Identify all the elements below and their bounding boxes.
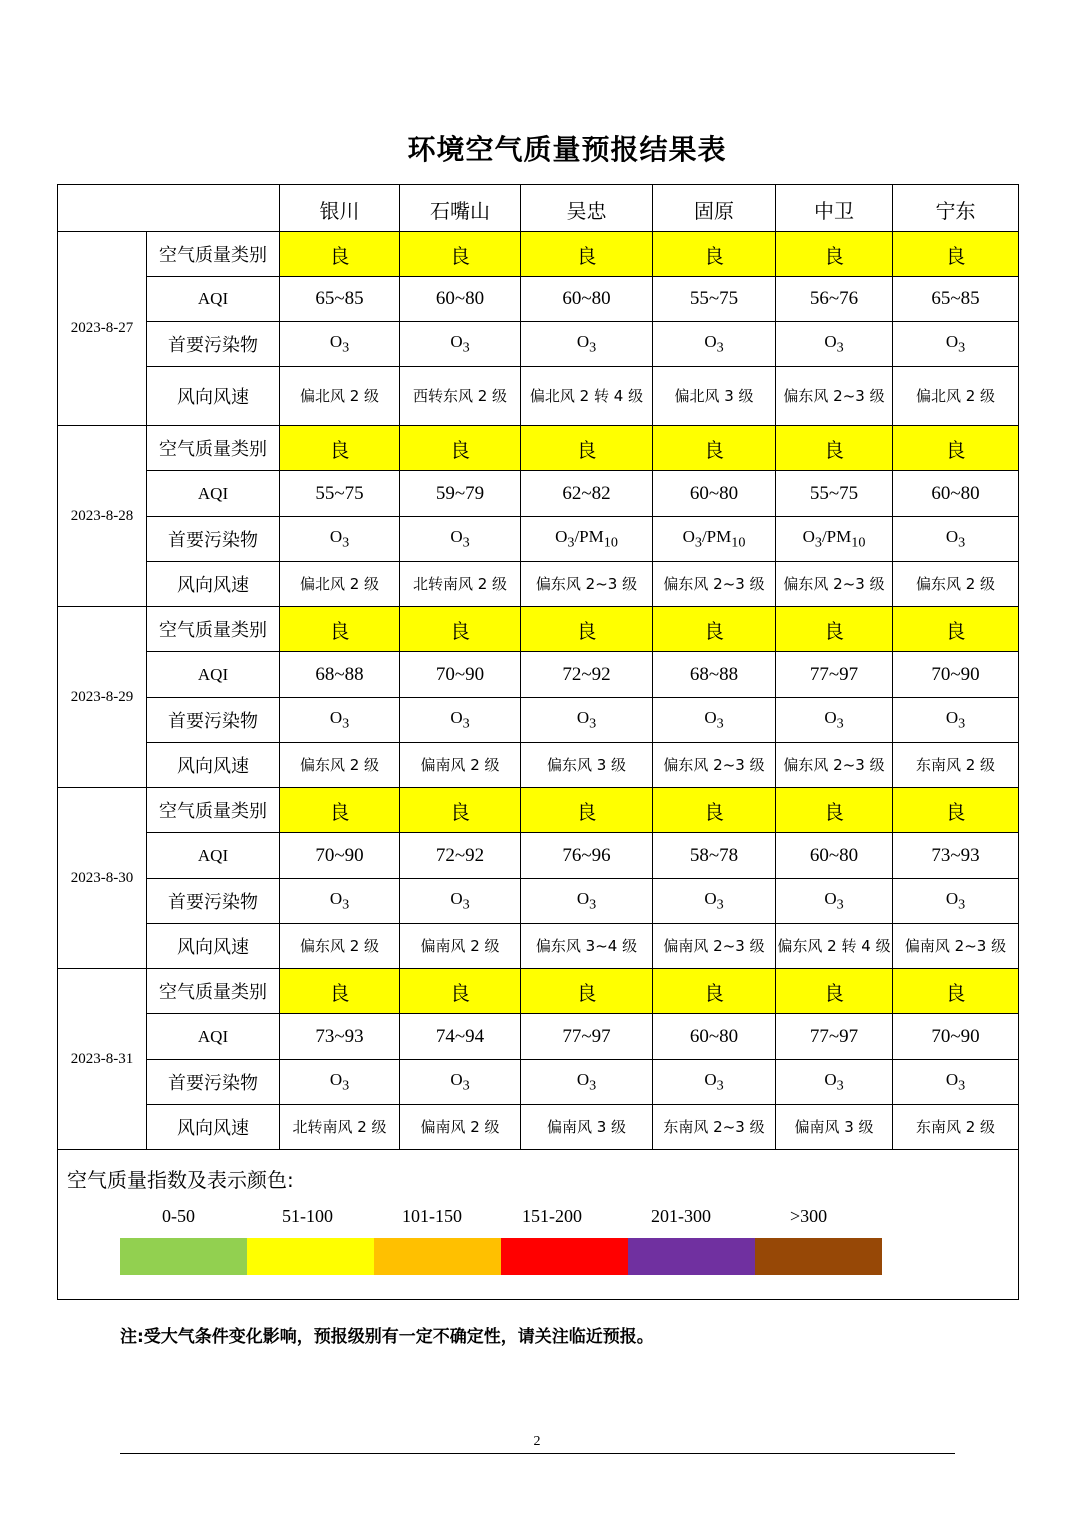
- wind-cell: 西转东风 2 级: [400, 367, 521, 426]
- pollutant-o: O: [704, 888, 717, 908]
- pollutant-o: O: [704, 331, 717, 351]
- grade-cell: 良: [280, 969, 400, 1014]
- row-label-wind: 风向风速: [147, 562, 280, 607]
- pollutant-o: O: [945, 331, 959, 351]
- legend-swatch-purple: [628, 1238, 755, 1275]
- legend: [58, 1150, 1019, 1300]
- pollutant-cell: [653, 517, 776, 562]
- grade-cell: 良: [521, 788, 653, 833]
- legend-range: 151-200: [522, 1206, 582, 1226]
- pollutant-cell: [521, 517, 653, 562]
- wind-cell: 偏北风 2 级: [280, 367, 400, 426]
- row-label-pollutant: 首要污染物: [147, 322, 280, 367]
- legend-color-bar: [120, 1238, 882, 1275]
- pollutant-row: [58, 879, 1019, 924]
- row-label-category: 空气质量类别: [147, 607, 280, 652]
- pollutant-o-sub: 3: [589, 715, 597, 732]
- date-cell: 2023-8-27: [58, 232, 147, 426]
- date-cell: 2023-8-30: [58, 788, 147, 969]
- page-title: 环境空气质量预报结果表: [407, 133, 727, 166]
- pollutant-o: O: [824, 888, 837, 908]
- grade-cell: 良: [893, 969, 1019, 1014]
- wind-cell: 北转南风 2 级: [400, 562, 521, 607]
- pollutant-cell: [893, 517, 1019, 562]
- city-header: 银川: [280, 185, 400, 232]
- pollutant-o-sub: 3: [958, 339, 966, 356]
- pollutant-cell: [280, 322, 400, 367]
- pollutant-o: O: [704, 707, 717, 727]
- pollutant-cell: [280, 698, 400, 743]
- row-label-category: 空气质量类别: [147, 426, 280, 471]
- wind-cell: 偏东风 3 级: [521, 743, 653, 788]
- grade-cell: 良: [280, 426, 400, 471]
- wind-cell: 东南风 2 级: [893, 743, 1019, 788]
- legend-range: 201-300: [651, 1206, 711, 1226]
- grade-cell: 良: [521, 426, 653, 471]
- grade-cell: 良: [280, 232, 400, 277]
- aqi-row: [58, 1014, 1019, 1060]
- city-header: 石嘴山: [400, 185, 521, 232]
- pollutant-o: O: [329, 1069, 343, 1089]
- pollutant-cell: [521, 879, 653, 924]
- aqi-cell: 68~88: [280, 652, 400, 698]
- row-label-category: 空气质量类别: [147, 969, 280, 1014]
- pollutant-o-sub: 3: [716, 715, 724, 732]
- wind-row: [58, 924, 1019, 969]
- pollutant-cell: [776, 322, 893, 367]
- pollutant-o: O: [576, 707, 590, 727]
- pollutant-o: O: [576, 1069, 590, 1089]
- grade-cell: 良: [521, 969, 653, 1014]
- forecast-table: [57, 184, 1019, 1300]
- grade-cell: 良: [521, 232, 653, 277]
- date-cell: 2023-8-31: [58, 969, 147, 1150]
- corner-cell: [58, 185, 280, 232]
- pollutant-cell: [653, 1060, 776, 1105]
- footnote: 注:受大气条件变化影响，预报级别有一定不确定性，请关注临近预报。: [120, 1327, 654, 1347]
- pollutant-o-sub: 3: [836, 339, 844, 356]
- grade-cell: 良: [521, 607, 653, 652]
- pollutant-o: O: [450, 888, 463, 908]
- wind-cell: 偏东风 2~3 级: [521, 562, 653, 607]
- legend-swatch-yellow: [247, 1238, 374, 1275]
- aqi-row: [58, 471, 1019, 517]
- pollutant-o-sub: 3: [958, 896, 966, 913]
- wind-row: [58, 367, 1019, 426]
- pollutant-row: [58, 698, 1019, 743]
- pollutant-o-sub: 3: [958, 534, 966, 551]
- wind-cell: 偏南风 3 级: [776, 1105, 893, 1150]
- pollutant-cell: [521, 698, 653, 743]
- pollutant-o-sub: 3: [716, 339, 724, 356]
- wind-row: [58, 743, 1019, 788]
- pollutant-row: [58, 1060, 1019, 1105]
- pollutant-o-sub: 3: [694, 534, 702, 551]
- row-label-pollutant: 首要污染物: [147, 879, 280, 924]
- pollutant-o: O: [824, 707, 837, 727]
- wind-cell: 东南风 2~3 级: [653, 1105, 776, 1150]
- row-label-pollutant: 首要污染物: [147, 517, 280, 562]
- pollutant-o: O: [802, 526, 815, 546]
- aqi-cell: 70~90: [280, 833, 400, 879]
- category-row: [58, 969, 1019, 1014]
- pollutant-o: O: [329, 526, 343, 546]
- row-label-wind: 风向风速: [147, 924, 280, 969]
- aqi-cell: 77~97: [776, 1014, 893, 1060]
- city-header: 宁东: [893, 185, 1019, 232]
- legend-range: >300: [790, 1206, 828, 1226]
- aqi-cell: 60~80: [653, 471, 776, 517]
- grade-cell: 良: [653, 788, 776, 833]
- row-label-pollutant: 首要污染物: [147, 698, 280, 743]
- row-label-category: 空气质量类别: [147, 788, 280, 833]
- grade-cell: 良: [400, 788, 521, 833]
- pollutant-cell: [280, 1060, 400, 1105]
- wind-cell: 偏东风 2~3 级: [653, 743, 776, 788]
- pollutant-row: [58, 322, 1019, 367]
- pollutant-o-sub: 3: [836, 896, 844, 913]
- aqi-cell: 65~85: [893, 277, 1019, 322]
- pollutant-o-sub: 3: [958, 1077, 966, 1094]
- pollutant-o: O: [945, 1069, 959, 1089]
- legend-range: 51-100: [282, 1206, 333, 1226]
- pollutant-row: [58, 517, 1019, 562]
- wind-cell: 偏南风 2 级: [400, 1105, 521, 1150]
- wind-cell: 偏东风 3~4 级: [521, 924, 653, 969]
- row-label-aqi: AQI: [147, 833, 280, 879]
- aqi-cell: 55~75: [776, 471, 893, 517]
- pollutant-o: O: [576, 331, 590, 351]
- pollutant-o-sub: 3: [958, 715, 966, 732]
- grade-cell: 良: [400, 607, 521, 652]
- grade-cell: 良: [893, 426, 1019, 471]
- row-label-aqi: AQI: [147, 277, 280, 322]
- city-header: 吴忠: [521, 185, 653, 232]
- grade-cell: 良: [653, 232, 776, 277]
- pollutant-cell: [521, 322, 653, 367]
- grade-cell: 良: [893, 232, 1019, 277]
- aqi-cell: 70~90: [893, 652, 1019, 698]
- pollutant-o-sub: 3: [462, 1077, 470, 1094]
- pollutant-o: O: [450, 1069, 463, 1089]
- grade-cell: 良: [776, 607, 893, 652]
- pollutant-o: O: [450, 331, 463, 351]
- pollutant-cell: [400, 879, 521, 924]
- aqi-row: [58, 277, 1019, 322]
- wind-cell: 偏东风 2~3 级: [776, 562, 893, 607]
- footer-divider: [120, 1453, 955, 1454]
- aqi-cell: 74~94: [400, 1014, 521, 1060]
- pollutant-o: O: [329, 888, 343, 908]
- aqi-cell: 62~82: [521, 471, 653, 517]
- category-row: [58, 788, 1019, 833]
- pollutant-o: O: [824, 1069, 837, 1089]
- wind-cell: 北转南风 2 级: [280, 1105, 400, 1150]
- wind-cell: 偏东风 2 级: [280, 743, 400, 788]
- category-row: [58, 607, 1019, 652]
- aqi-cell: 65~85: [280, 277, 400, 322]
- aqi-cell: 72~92: [400, 833, 521, 879]
- wind-cell: 偏东风 2~3 级: [776, 367, 893, 426]
- legend-swatch-red: [501, 1238, 628, 1275]
- aqi-cell: 73~93: [280, 1014, 400, 1060]
- wind-cell: 偏东风 2 级: [280, 924, 400, 969]
- pollutant-o-sub: 3: [342, 896, 350, 913]
- pollutant-o-sub: 3: [836, 715, 844, 732]
- grade-cell: 良: [776, 969, 893, 1014]
- pollutant-pm: /PM: [821, 526, 852, 546]
- grade-cell: 良: [400, 426, 521, 471]
- grade-cell: 良: [400, 969, 521, 1014]
- wind-row: [58, 1105, 1019, 1150]
- row-label-category: 空气质量类别: [147, 232, 280, 277]
- city-header: 中卫: [776, 185, 893, 232]
- pollutant-o-sub: 3: [462, 339, 470, 356]
- wind-cell: 偏东风 2~3 级: [653, 562, 776, 607]
- grade-cell: 良: [776, 232, 893, 277]
- wind-cell: 偏南风 2~3 级: [653, 924, 776, 969]
- pollutant-pm-sub: 10: [851, 534, 866, 551]
- pollutant-pm: /PM: [574, 526, 604, 546]
- pollutant-cell: [893, 879, 1019, 924]
- pollutant-pm-sub: 10: [731, 534, 746, 551]
- pollutant-o-sub: 3: [814, 534, 822, 551]
- pollutant-cell: [280, 517, 400, 562]
- pollutant-o: O: [450, 526, 463, 546]
- pollutant-o-sub: 3: [836, 1077, 844, 1094]
- city-header: 固原: [653, 185, 776, 232]
- row-label-wind: 风向风速: [147, 1105, 280, 1150]
- wind-cell: 偏南风 2 级: [400, 924, 521, 969]
- aqi-cell: 76~96: [521, 833, 653, 879]
- aqi-cell: 60~80: [653, 1014, 776, 1060]
- pollutant-cell: [653, 698, 776, 743]
- grade-cell: 良: [280, 788, 400, 833]
- row-label-aqi: AQI: [147, 1014, 280, 1060]
- aqi-cell: 72~92: [521, 652, 653, 698]
- legend-title: 空气质量指数及表示颜色:: [67, 1168, 294, 1192]
- category-row: [58, 232, 1019, 277]
- aqi-cell: 60~80: [893, 471, 1019, 517]
- pollutant-o: O: [682, 526, 695, 546]
- pollutant-o: O: [824, 331, 837, 351]
- wind-cell: 偏北风 2 级: [893, 367, 1019, 426]
- pollutant-o: O: [945, 707, 959, 727]
- category-row: [58, 426, 1019, 471]
- pollutant-o-sub: 3: [589, 896, 597, 913]
- grade-cell: 良: [653, 426, 776, 471]
- pollutant-o-sub: 3: [342, 339, 350, 356]
- pollutant-o: O: [329, 707, 343, 727]
- pollutant-cell: [776, 1060, 893, 1105]
- pollutant-o-sub: 3: [589, 1077, 597, 1094]
- grade-cell: 良: [400, 232, 521, 277]
- legend-swatch-green: [120, 1238, 247, 1275]
- aqi-cell: 59~79: [400, 471, 521, 517]
- pollutant-pm-sub: 10: [603, 534, 618, 551]
- pollutant-cell: [893, 322, 1019, 367]
- legend-range: 0-50: [162, 1206, 195, 1226]
- pollutant-cell: [400, 322, 521, 367]
- aqi-cell: 60~80: [400, 277, 521, 322]
- pollutant-cell: [400, 698, 521, 743]
- grade-cell: 良: [653, 969, 776, 1014]
- pollutant-o-sub: 3: [342, 534, 350, 551]
- wind-cell: 偏南风 2~3 级: [893, 924, 1019, 969]
- pollutant-o: O: [329, 331, 343, 351]
- pollutant-cell: [280, 879, 400, 924]
- pollutant-cell: [400, 517, 521, 562]
- pollutant-o-sub: 3: [342, 1077, 350, 1094]
- pollutant-cell: [521, 1060, 653, 1105]
- header-row: [58, 185, 1019, 232]
- pollutant-cell: [400, 1060, 521, 1105]
- wind-cell: 偏南风 3 级: [521, 1105, 653, 1150]
- pollutant-cell: [776, 517, 893, 562]
- date-cell: 2023-8-28: [58, 426, 147, 607]
- wind-cell: 偏东风 2~3 级: [776, 743, 893, 788]
- grade-cell: 良: [776, 426, 893, 471]
- aqi-row: [58, 833, 1019, 879]
- pollutant-cell: [893, 698, 1019, 743]
- legend-ranges: [120, 1206, 920, 1226]
- pollutant-cell: [893, 1060, 1019, 1105]
- pollutant-o: O: [704, 1069, 717, 1089]
- legend-range: 101-150: [402, 1206, 462, 1226]
- aqi-cell: 73~93: [893, 833, 1019, 879]
- aqi-cell: 55~75: [280, 471, 400, 517]
- pollutant-pm: /PM: [701, 526, 732, 546]
- pollutant-o-sub: 3: [462, 534, 470, 551]
- legend-row: [58, 1150, 1019, 1300]
- aqi-cell: 60~80: [521, 277, 653, 322]
- aqi-cell: 60~80: [776, 833, 893, 879]
- wind-cell: 偏南风 2 级: [400, 743, 521, 788]
- pollutant-o-sub: 3: [589, 339, 597, 356]
- pollutant-cell: [653, 879, 776, 924]
- aqi-cell: 55~75: [653, 277, 776, 322]
- wind-cell: 偏北风 2 级: [280, 562, 400, 607]
- pollutant-o: O: [576, 888, 590, 908]
- grade-cell: 良: [776, 788, 893, 833]
- pollutant-o-sub: 3: [462, 896, 470, 913]
- wind-cell: 东南风 2 级: [893, 1105, 1019, 1150]
- aqi-cell: 77~97: [776, 652, 893, 698]
- aqi-cell: 70~90: [893, 1014, 1019, 1060]
- aqi-cell: 58~78: [653, 833, 776, 879]
- row-label-aqi: AQI: [147, 471, 280, 517]
- wind-row: [58, 562, 1019, 607]
- aqi-cell: 77~97: [521, 1014, 653, 1060]
- pollutant-o: O: [945, 888, 959, 908]
- grade-cell: 良: [280, 607, 400, 652]
- aqi-cell: 56~76: [776, 277, 893, 322]
- pollutant-o-sub: 3: [342, 715, 350, 732]
- row-label-pollutant: 首要污染物: [147, 1060, 280, 1105]
- pollutant-o: O: [555, 526, 568, 546]
- grade-cell: 良: [893, 788, 1019, 833]
- grade-cell: 良: [893, 607, 1019, 652]
- pollutant-cell: [776, 879, 893, 924]
- pollutant-o: O: [945, 526, 959, 546]
- row-label-aqi: AQI: [147, 652, 280, 698]
- aqi-cell: 68~88: [653, 652, 776, 698]
- aqi-cell: 70~90: [400, 652, 521, 698]
- pollutant-cell: [776, 698, 893, 743]
- grade-cell: 良: [653, 607, 776, 652]
- wind-cell: 偏东风 2 转 4 级: [776, 924, 893, 969]
- pollutant-o-sub: 3: [716, 1077, 724, 1094]
- aqi-row: [58, 652, 1019, 698]
- wind-cell: 偏北风 3 级: [653, 367, 776, 426]
- pollutant-o-sub: 3: [716, 896, 724, 913]
- wind-cell: 偏东风 2 级: [893, 562, 1019, 607]
- row-label-wind: 风向风速: [147, 743, 280, 788]
- date-cell: 2023-8-29: [58, 607, 147, 788]
- pollutant-o-sub: 3: [462, 715, 470, 732]
- wind-cell: 偏北风 2 转 4 级: [521, 367, 653, 426]
- pollutant-o-sub: 3: [567, 534, 575, 551]
- pollutant-o: O: [450, 707, 463, 727]
- legend-swatch-maroon: [755, 1238, 882, 1275]
- page-number: 2: [533, 1434, 541, 1449]
- pollutant-cell: [653, 322, 776, 367]
- row-label-wind: 风向风速: [147, 367, 280, 426]
- legend-swatch-orange: [374, 1238, 501, 1275]
